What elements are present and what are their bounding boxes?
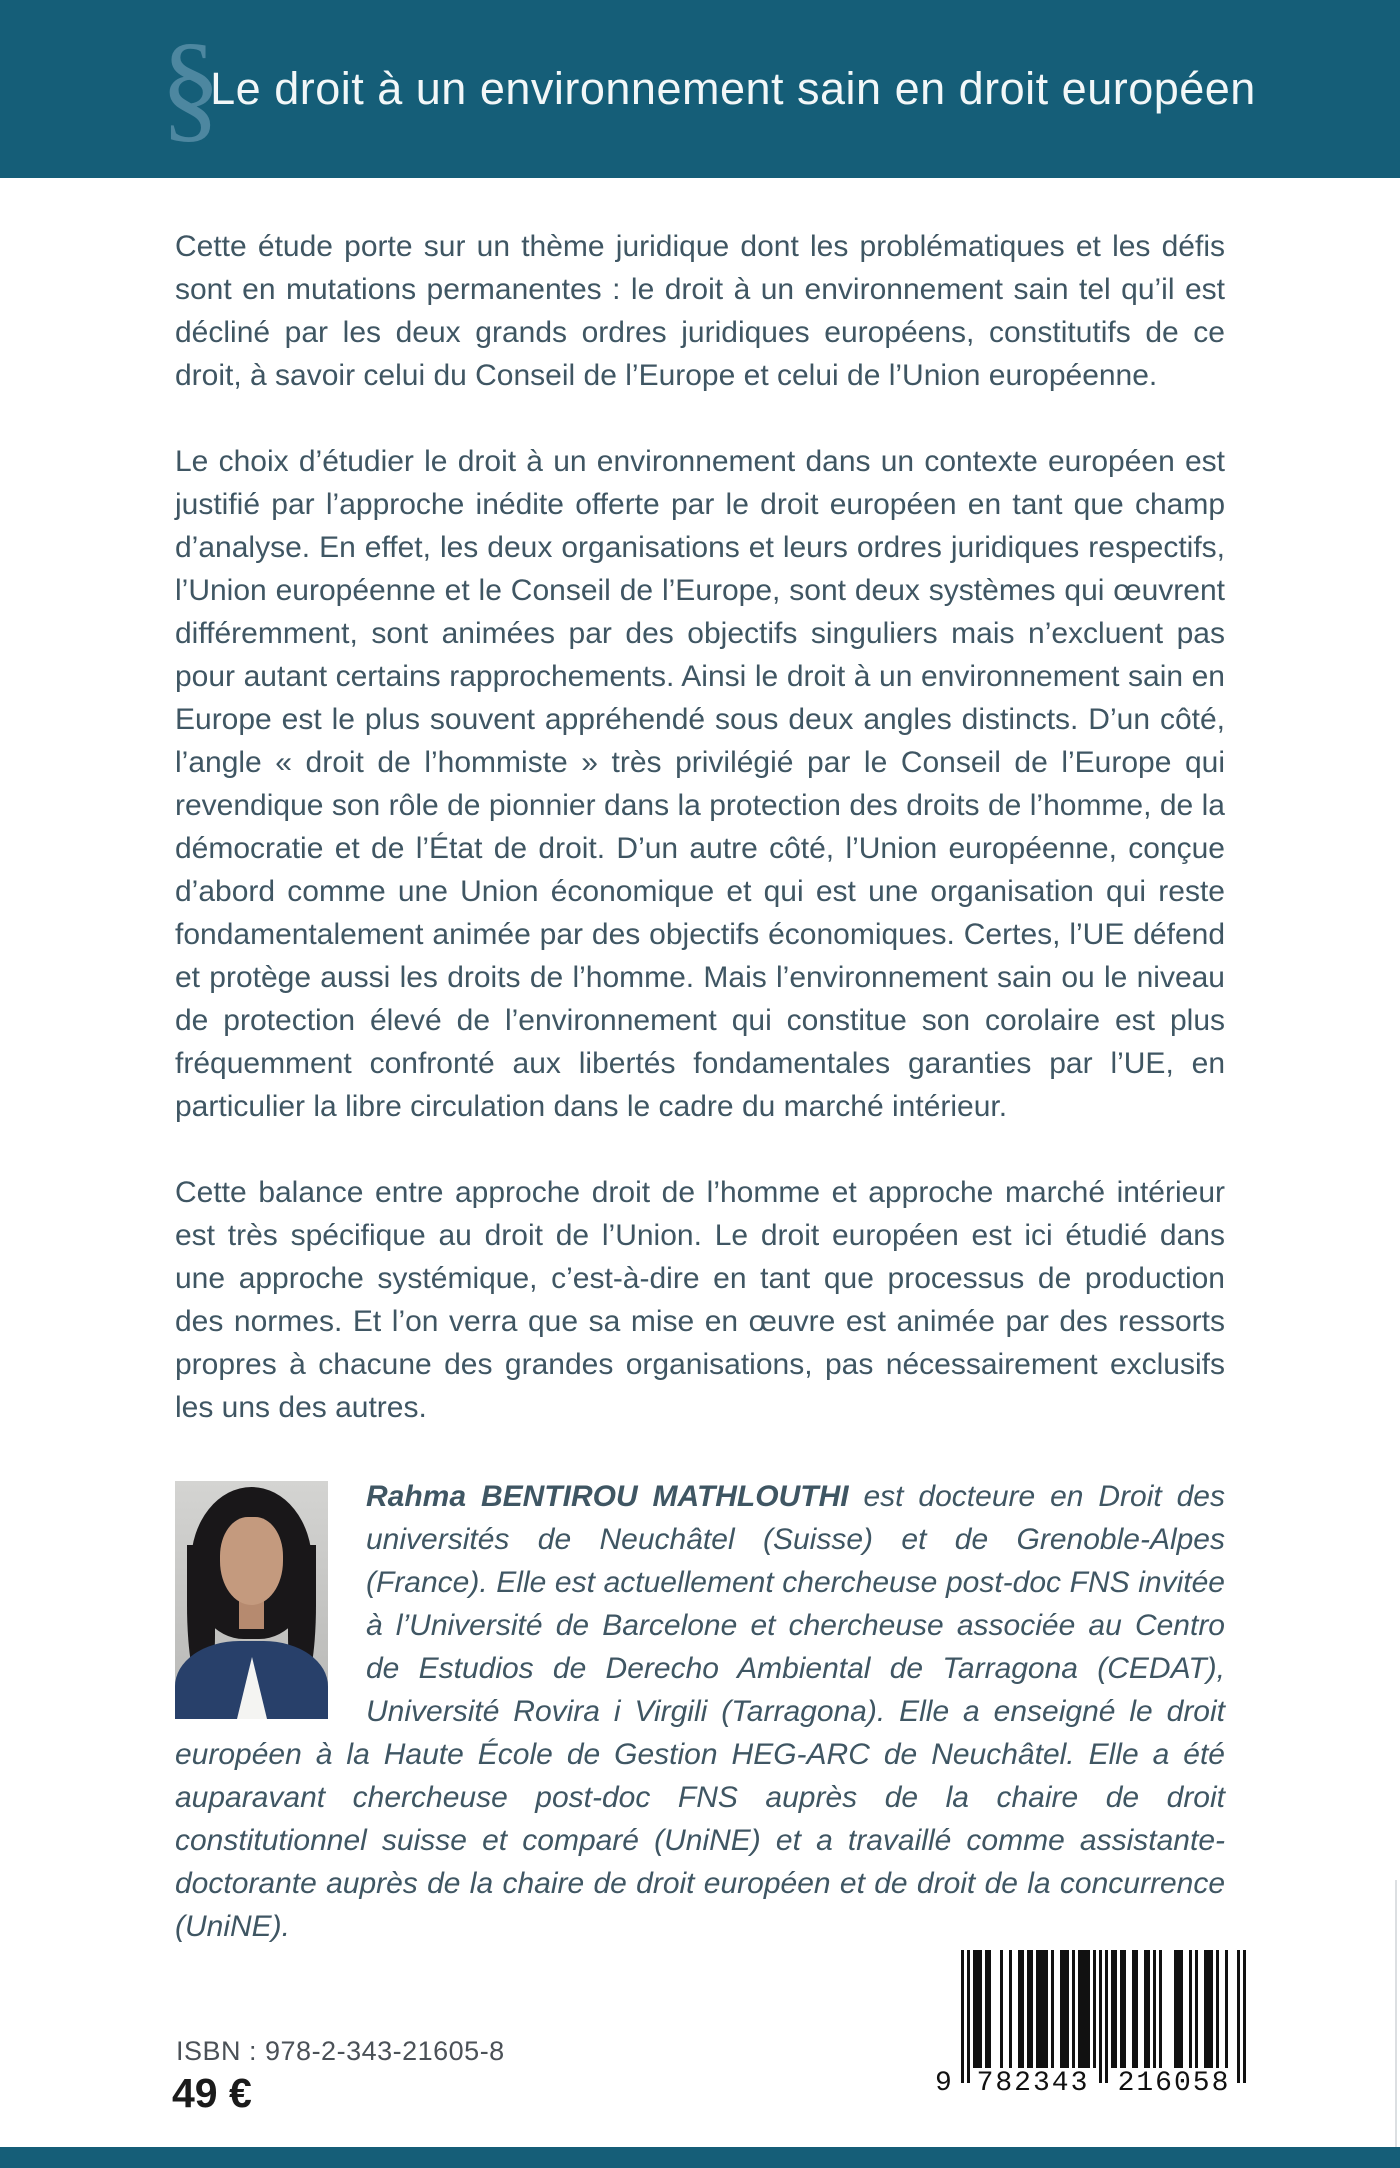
header-band <box>0 0 1400 178</box>
book-title: Le droit à un environnement sain en droit européen <box>210 63 1256 114</box>
author-bio <box>175 1475 1225 1948</box>
barcode-digits-left: 782343 <box>976 2068 1090 2099</box>
author-bio-text: est docteure en Droit des universités de Neuchâtel (Suisse) et de Grenoble-Alpes (France). Elle est actuellement chercheuse post-doc FNS invitée à l’Université de Barcelone et chercheuse associée au Centro de Estudios de Derecho Ambiental de Tarragona (CEDAT), Université Rovira i Virgili (Tarragona). Elle a enseigné le droit européen à la Haute École de Gestion HEG-ARC de Neuchâtel. Elle a été auparavant chercheuse post-doc FNS auprès de la chaire de droit constitutionnel suisse et comparé (UniNE) et a travaillé comme assistante-doctorante auprès de la chaire de droit européen et de droit de la concurrence (UniNE). <box>175 1480 1225 1943</box>
synopsis-paragraph-1: Cette étude porte sur un thème juridique dont les problématiques et les défis sont en mutations permanentes : le droit à un environnement sain tel qu’il est décliné par les deux grands ordres juridiques européens, constitutifs de ce droit, à savoir celui du Conseil de l’Europe et celui de l’Union européenne. <box>175 230 1225 392</box>
barcode-digits-right: 216058 <box>1117 2068 1231 2099</box>
author-photo <box>175 1481 328 1719</box>
synopsis-paragraph-2: Le choix d’étudier le droit à un environnement dans un contexte européen est justifié par l’approche inédite offerte par le droit européen en tant que champ d’analyse. En effet, les deux organisations et leurs ordres juridiques respectifs, l’Union européenne et le Conseil de l’Europe, sont deux systèmes qui œuvrent différemment, sont animées par des objectifs singuliers mais n’excluent pas pour autant certains rapprochements. Ainsi le droit à un environnement sain en Europe est le plus souvent appréhendé sous deux angles distincts. D’un côté, l’angle « droit de l’hommiste » très privilégié par le Conseil de l’Europe qui revendique son rôle de pionnier dans la protection des droits de l’homme, de la démocratie et de l’État de droit. D’un autre côté, l’Union européenne, conçue d’abord comme une Union économique et qui est une organisation qui reste fondamentalement animée par des objectifs économiques. Certes, l’UE défend et protège aussi les droits de l’homme. Mais l’environnement sain ou le niveau de protection élevé de l’environnement qui constitue son corolaire est plus fréquemment confronté aux libertés fondamentales garanties par l’UE, en particulier la libre circulation dans le cadre du marché intérieur. <box>175 445 1225 1123</box>
synopsis-paragraph-3: Cette balance entre approche droit de l’homme et approche marché intérieur est très spécifique au droit de l’Union. Le droit européen est ici étudié dans une approche systémique, c’est-à-dire en tant que processus de production des normes. Et l’on verra que sa mise en œuvre est animée par des ressorts propres à chacune des grandes organisations, pas nécessairement exclusifs les uns des autres. <box>175 1176 1225 1424</box>
footer-band <box>0 2147 1400 2168</box>
isbn-text: ISBN : 978-2-343-21605-8 <box>176 2036 505 2066</box>
photo-face <box>220 1517 283 1605</box>
barcode-bars <box>961 1950 1246 2083</box>
barcode-digit-first: 9 <box>935 2068 954 2099</box>
price-text: 49 € <box>172 2070 252 2116</box>
page-edge-line <box>1395 1880 1397 2168</box>
author-name: Rahma BENTIROU MATHLOUTHI <box>366 1480 849 1513</box>
back-cover-content <box>175 178 1225 1948</box>
barcode <box>935 1950 1247 2106</box>
section-symbol-icon: § <box>160 18 221 154</box>
title-wrap <box>0 0 1400 178</box>
